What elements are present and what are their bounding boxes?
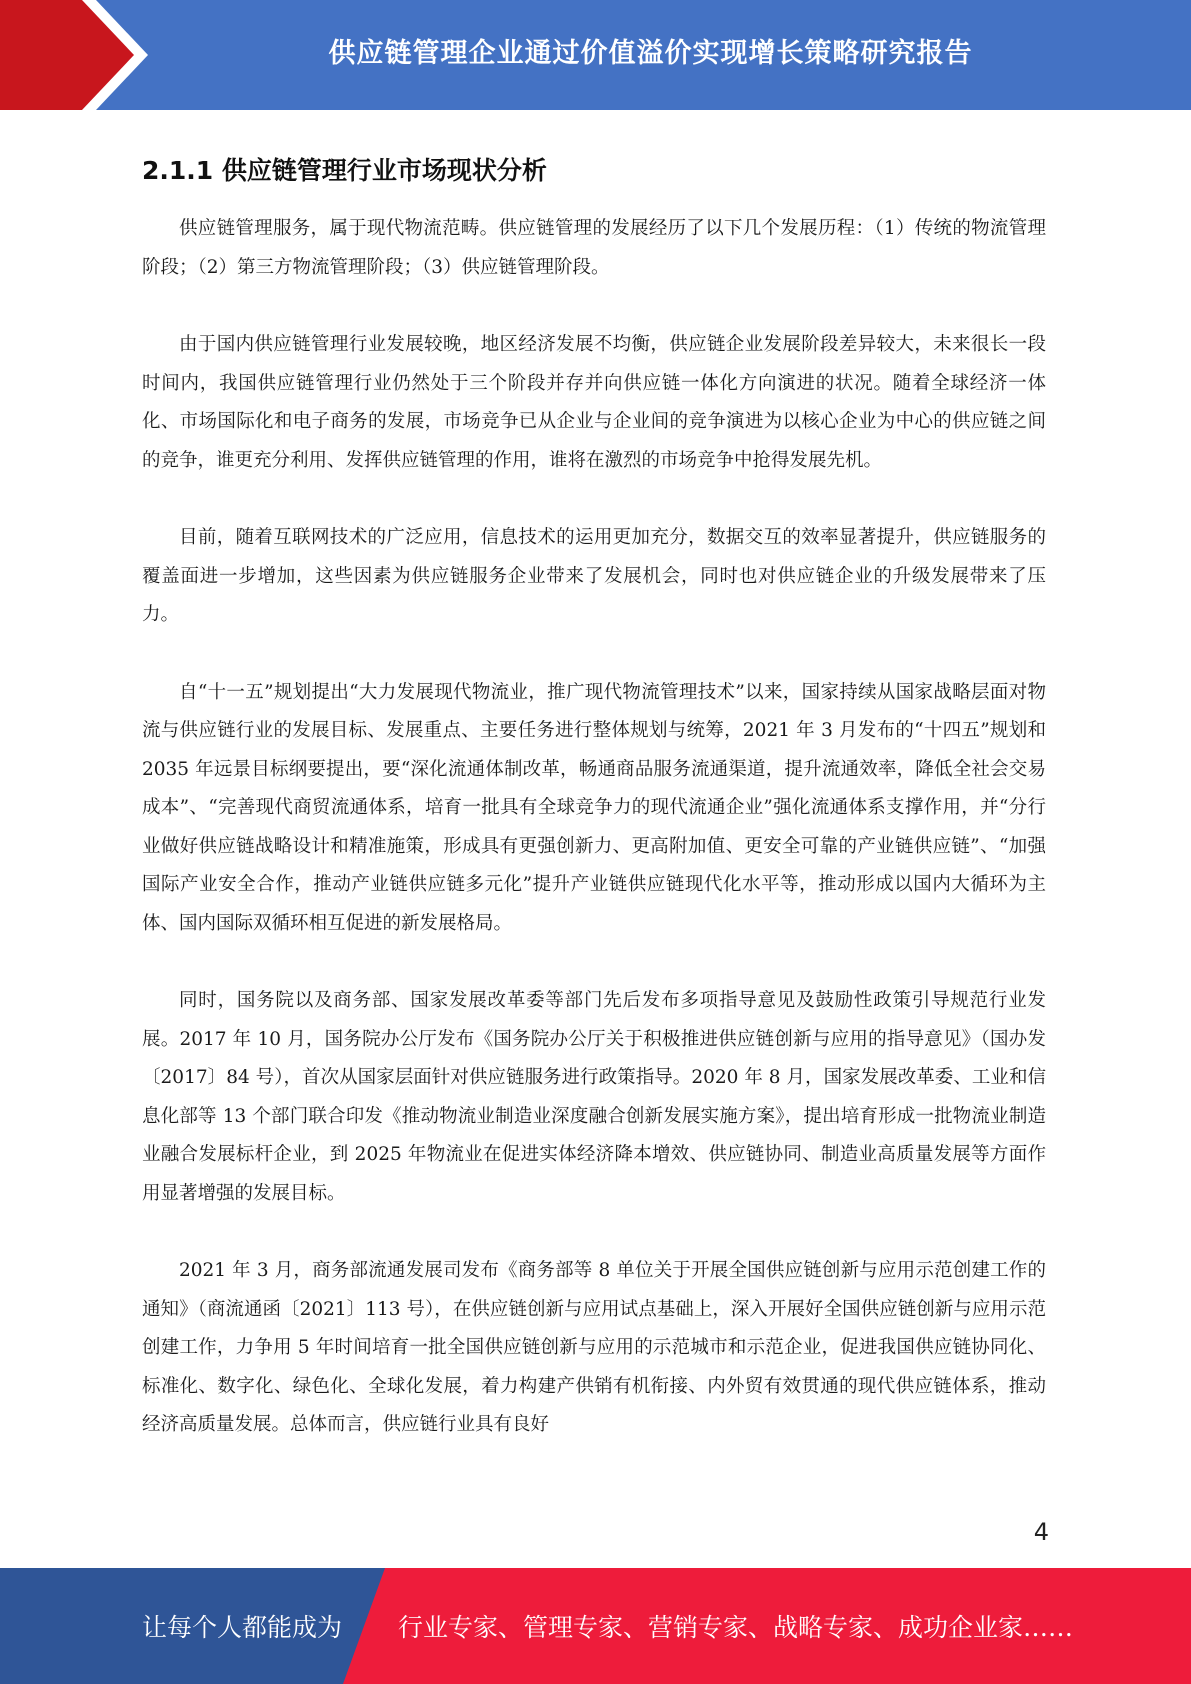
section-heading: 2.1.1 供应链管理行业市场现状分析 xyxy=(142,155,547,185)
report-title: 供应链管理企业通过价值溢价实现增长策略研究报告 xyxy=(328,37,973,69)
paragraph: 自“十一五”规划提出“大力发展现代物流业，推广现代物流管理技术”以来，国家持续从国家战略层面对物流与供应链行业的发展目标、发展重点、主要任务进行整体规划与统筹，2021 年 3 月发布的“十四五”规划和 2035 年远景目标纲要提出，要“深化流通体制改革，畅通商品服务流通渠道，提升流通效率，降低全社会交易成本”、“完善现代商贸流通体系，培育一批具有全球竞争力的现代流通企业”强化流通体系支撑作用，并“分行业做好供应链战略设计和精准施策，形成具有更强创新力、更高附加值、更安全可靠的产业链供应链”、“加强国际产业安全合作，推动产业链供应链多元化”提升产业链供应链现代化水平等，推动形成以国内大循环为主体、国内国际双循环相互促进的新发展格局。 xyxy=(142,681,1046,934)
page-number: 4 xyxy=(1033,1518,1049,1546)
footer-slogan-right: 行业专家、管理专家、营销专家、战略专家、成功企业家…… xyxy=(398,1613,1074,1642)
paragraph: 供应链管理服务，属于现代物流范畴。供应链管理的发展经历了以下几个发展历程：（1）传统的物流管理阶段；（2）第三方物流管理阶段；（3）供应链管理阶段。 xyxy=(142,218,1046,278)
paragraph: 同时，国务院以及商务部、国家发展改革委等部门先后发布多项指导意见及鼓励性政策引导规范行业发展。2017 年 10 月，国务院办公厅发布《国务院办公厅关于积极推进供应链创新与应用的指导意见》（国办发〔2017〕84 号），首次从国家层面针对供应链服务进行政策指导。2020 年 8 月，国家发展改革委、工业和信息化部等 13 个部门联合印发《推动物流业制造业深度融合创新发展实施方案》，提出培育形成一批物流业制造业融合发展标杆企业，到 2025 年物流业在促进实体经济降本增效、供应链协同、制造业高质量发展等方面作用显著增强的发展目标。 xyxy=(142,990,1046,1204)
footer-slogan-left: 让每个人都能成为 xyxy=(142,1613,343,1642)
page-footer xyxy=(0,1568,1191,1684)
paragraph: 目前，随着互联网技术的广泛应用，信息技术的运用更加充分，数据交互的效率显著提升，供应链服务的覆盖面进一步增加，这些因素为供应链服务企业带来了发展机会，同时也对供应链企业的升级发展带来了压力。 xyxy=(142,527,1046,625)
paragraph: 由于国内供应链管理行业发展较晚，地区经济发展不均衡，供应链企业发展阶段差异较大，未来很长一段时间内，我国供应链管理行业仍然处于三个阶段并存并向供应链一体化方向演进的状况。随着全球经济一体化、市场国际化和电子商务的发展，市场竞争已从企业与企业间的竞争演进为以核心企业为中心的供应链之间的竞争，谁更充分利用、发挥供应链管理的作用，谁将在激烈的市场竞争中抢得发展先机。 xyxy=(142,334,1046,471)
paragraph: 2021 年 3 月，商务部流通发展司发布《商务部等 8 单位关于开展全国供应链创新与应用示范创建工作的通知》（商流通函〔2021〕113 号），在供应链创新与应用试点基础上，深入开展好全国供应链创新与应用示范创建工作，力争用 5 年时间培育一批全国供应链创新与应用的示范城市和示范企业，促进我国供应链协同化、标准化、数字化、绿色化、全球化发展，着力构建产供销有机衔接、内外贸有效贯通的现代供应链体系，推动经济高质量发展。总体而言，供应链行业具有良好 xyxy=(142,1260,1046,1435)
page-header xyxy=(0,0,1191,110)
body-text xyxy=(142,210,1046,1484)
